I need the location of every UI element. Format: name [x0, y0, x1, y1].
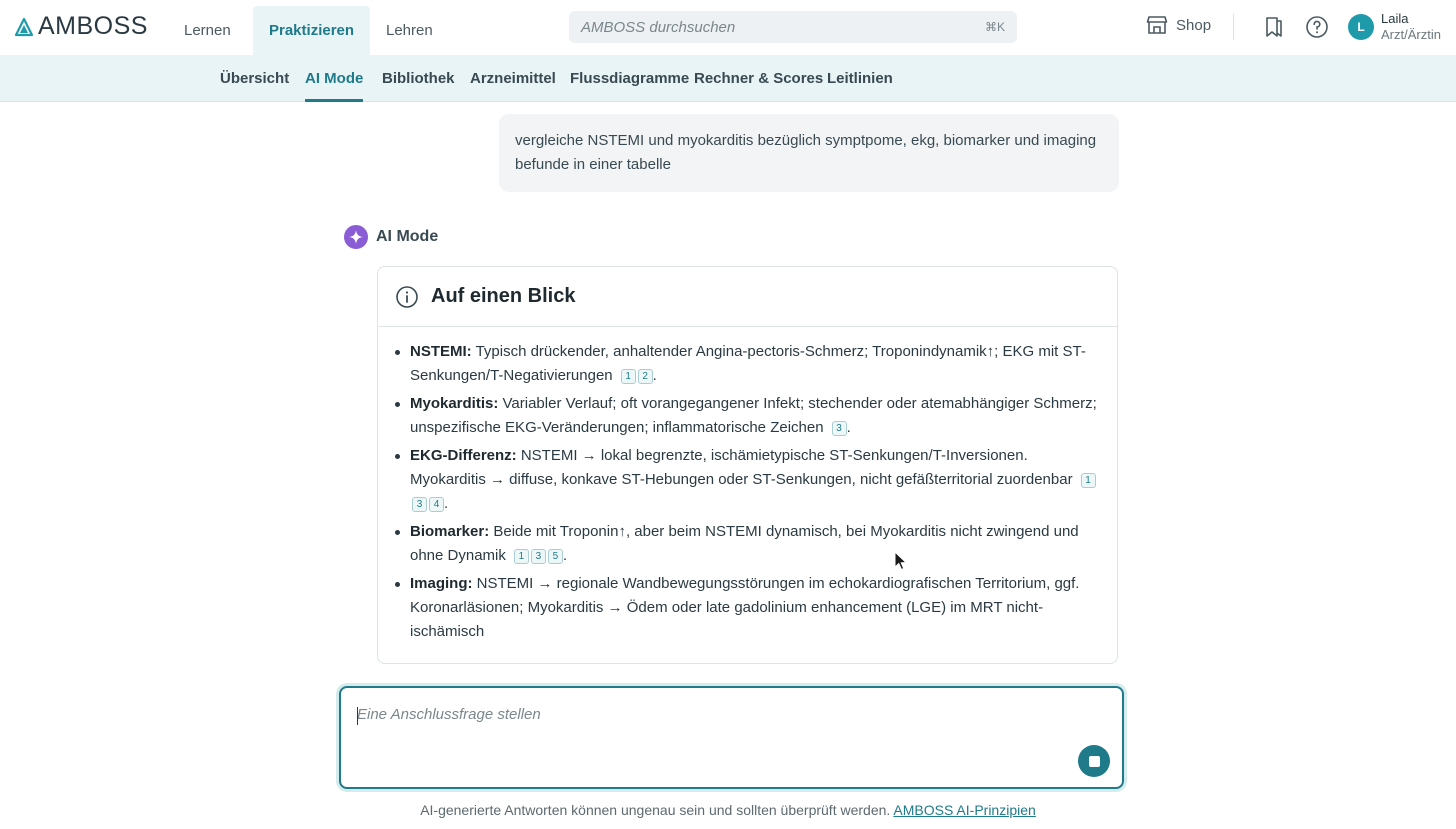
help-button[interactable]: [1304, 14, 1330, 40]
bullet-end: .: [444, 495, 449, 512]
subtab-flussdiagramme[interactable]: Flussdiagramme: [570, 70, 690, 87]
citation-badge[interactable]: 2: [638, 369, 653, 384]
disclaimer: [0, 802, 1456, 818]
subtab-arzneimittel[interactable]: Arzneimittel: [470, 70, 556, 87]
followup-input[interactable]: [357, 706, 1057, 746]
sparkle-icon: [344, 225, 368, 249]
bullet-text: NSTEMI → regionale Wandbewegungsstörungen im echokardiografischen Territorium, ggf. Koronarläsionen; Myokarditis → Ödem oder late gadolinium enhancement (LGE) im MRT nicht-ischämisch: [410, 575, 1080, 640]
shop-icon: [1146, 15, 1168, 35]
avatar[interactable]: L: [1348, 14, 1374, 40]
citation-badge[interactable]: 1: [1081, 473, 1096, 488]
citation-badge[interactable]: 5: [548, 549, 563, 564]
help-icon: [1305, 15, 1329, 39]
sub-navigation: [0, 55, 1456, 102]
search-shortcut: ⌘K: [984, 20, 1005, 34]
summary-card: [377, 266, 1118, 664]
list-item: [410, 520, 1097, 568]
list-item: [410, 392, 1097, 440]
citation-badge[interactable]: 4: [429, 497, 444, 512]
citation-badge[interactable]: 3: [531, 549, 546, 564]
list-item: [410, 340, 1097, 388]
bookmarks-button[interactable]: [1261, 14, 1287, 40]
list-item: [410, 444, 1097, 516]
shop-label: Shop: [1176, 16, 1212, 34]
logo-text: AMBOSS: [38, 12, 148, 40]
bullet-text: Beide mit Troponin↑, aber beim NSTEMI dynamisch, bei Myokarditis nicht zwingend und ohne Dynamik: [410, 523, 1079, 564]
stop-icon: [1089, 756, 1100, 767]
user-role: Arzt/Ärztin: [1381, 27, 1441, 42]
subtab-leitlinien[interactable]: Leitlinien: [827, 70, 893, 87]
user-message: vergleiche NSTEMI und myokarditis bezüglich symptpome, ekg, biomarker und imaging befunde in einer tabelle: [499, 114, 1119, 192]
bullet-end: .: [652, 367, 657, 384]
card-title: Auf einen Blick: [431, 285, 576, 307]
card-header: [378, 267, 1117, 327]
followup-box: [339, 686, 1124, 789]
bullet-end: .: [562, 547, 568, 564]
info-icon: [395, 285, 419, 309]
bullet-term: Imaging:: [410, 575, 473, 592]
ai-principles-link[interactable]: AMBOSS AI-Prinzipien: [893, 802, 1036, 818]
amboss-logo[interactable]: [14, 12, 148, 41]
bullet-term: NSTEMI:: [410, 343, 472, 360]
citation-badge[interactable]: 3: [412, 497, 427, 512]
amboss-logo-icon: [14, 17, 34, 37]
summary-list: [410, 340, 1097, 644]
subtab-uebersicht[interactable]: Übersicht: [220, 70, 290, 87]
tab-lernen[interactable]: Lernen: [184, 22, 231, 39]
search-input[interactable]: [569, 11, 1017, 43]
subtab-rechner-scores[interactable]: Rechner & Scores: [694, 70, 824, 87]
bookmarks-icon: [1262, 15, 1286, 39]
top-bar: [0, 0, 1456, 55]
tab-lehren[interactable]: Lehren: [386, 22, 433, 39]
tab-praktizieren[interactable]: Praktizieren: [253, 6, 370, 55]
bullet-text: NSTEMI → lokal begrenzte, ischämietypische ST-Senkungen/T-Inversionen. Myokarditis → diffuse, konkave ST-Hebungen oder ST-Senkungen, nicht gefäßterritorial zuordenbar: [410, 447, 1073, 488]
ai-mode-text: AI Mode: [376, 228, 439, 245]
user-menu[interactable]: [1381, 11, 1441, 43]
citation-badge[interactable]: 3: [832, 421, 847, 436]
bullet-term: Biomarker:: [410, 523, 490, 540]
disclaimer-text: AI-generierte Antworten können ungenau sein und sollten überprüft werden.: [420, 802, 894, 818]
citation-badge[interactable]: 1: [514, 549, 529, 564]
shop-button[interactable]: [1146, 15, 1211, 35]
text-caret: [357, 707, 358, 725]
bullet-text: Typisch drückender, anhaltender Angina-pectoris-Schmerz; Troponindynamik↑; EKG mit ST-Senkungen/T-Negativierungen: [410, 343, 1086, 384]
ai-mode-label: [344, 225, 438, 249]
bullet-term: EKG-Differenz:: [410, 447, 517, 464]
list-item: [410, 572, 1097, 644]
bullet-end: .: [846, 419, 851, 436]
subtab-bibliothek[interactable]: Bibliothek: [382, 70, 455, 87]
mouse-cursor-icon: [894, 551, 908, 571]
user-name: Laila: [1381, 11, 1409, 26]
citation-badge[interactable]: 1: [621, 369, 636, 384]
bullet-term: Myokarditis:: [410, 395, 499, 412]
header-divider: [1233, 14, 1234, 40]
subtab-ai-mode[interactable]: AI Mode: [305, 55, 363, 102]
bullet-text: Variabler Verlauf; oft vorangegangener Infekt; stechender oder atemabhängiger Schmerz; unspezifische EKG-Veränderungen; inflammatorische Zeichen: [410, 395, 1097, 436]
search-placeholder: AMBOSS durchsuchen: [581, 18, 736, 36]
stop-generation-button[interactable]: [1078, 745, 1110, 777]
